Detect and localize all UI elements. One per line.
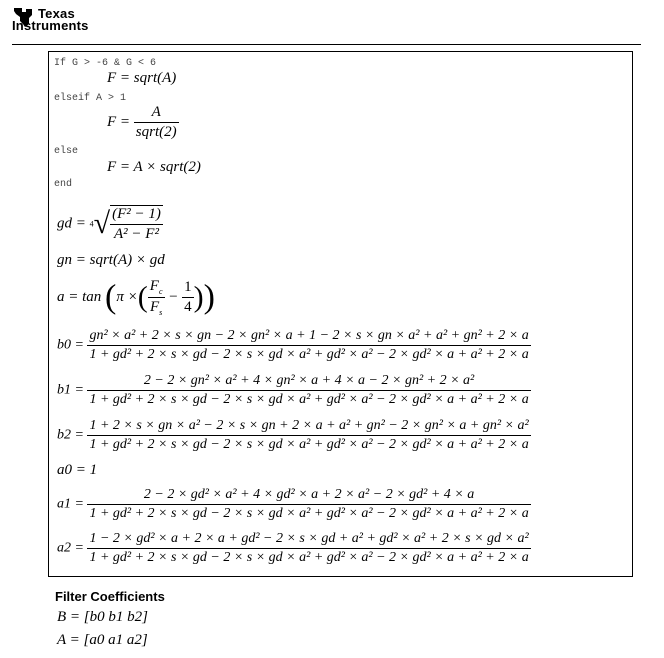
eq-b1-lhs: b1 = [57, 382, 84, 398]
brand-name [12, 6, 89, 33]
eq-gn: gn = sqrt(A) × gd [57, 252, 165, 268]
eq-a-vector: A = [a0 a1 a2] [57, 632, 148, 648]
eq-b0-num: gn² × a² + 2 × s × gn − 2 × gn² × a + 1 − 2 × s × gn × a² + a² + gn² + 2 × a [87, 328, 530, 346]
eq-a1-den: 1 + gd² + 2 × s × gd − 2 × s × gd × a² + gd² × a² − 2 × gd² × a + a² + 2 × a [89, 506, 529, 521]
eq-b2 [57, 418, 531, 453]
eq-a2-lhs: a2 = [57, 540, 84, 556]
eq-a-lhs: a = tan [57, 288, 102, 305]
eq-a0: a0 = 1 [57, 462, 98, 478]
eq-a: a = tan (π ×( $\frac{F_c}{F_s}$ − $\frac{1}{4}$ )) [57, 278, 215, 317]
eq-gd-den: A² − F² [114, 226, 159, 242]
eq-b1-den: 1 + gd² + 2 × s × gd − 2 × s × gd × a² + gd² × a² − 2 × gd² × a + a² + 2 × a [89, 392, 529, 407]
eq-b0-den: 1 + gd² + 2 × s × gd − 2 × s × gd × a² + gd² × a² − 2 × gd² × a + a² + 2 × a [89, 347, 529, 362]
brand-line2: Instruments [12, 18, 89, 33]
eq-a1-num: 2 − 2 × gd² × a² + 4 × gd² × a + 2 × a² − 2 × gd² + 4 × a [87, 487, 530, 505]
eq-b2-den: 1 + gd² + 2 × s × gd − 2 × s × gd × a² + gd² × a² − 2 × gd² × a + a² + 2 × a [89, 437, 529, 452]
header-rule [12, 44, 641, 45]
code-else: else [54, 146, 79, 157]
eq-b0 [57, 328, 531, 363]
eq-b-vector: B = [b0 b1 b2] [57, 609, 148, 625]
eq-b2-lhs: b2 = [57, 427, 84, 443]
eq-a1 [57, 487, 531, 522]
eq-f-div-lhs: F = [107, 113, 131, 130]
eq-f-mult: F = A × sqrt(2) [107, 159, 201, 175]
eq-a2-num: 1 − 2 × gd² × a + 2 × a + gd² − 2 × s × gd + a² + gd² × a² + 2 × s × gd × a² [87, 531, 530, 549]
eq-b1-num: 2 − 2 × gn² × a² + 4 × gn² × a + 4 × a − 2 × gn² + 2 × a² [87, 373, 530, 391]
code-if: If G > -6 & G < 6 [54, 58, 157, 69]
code-elseif: elseif A > 1 [54, 93, 127, 104]
eq-f-sqrt-a: F = sqrt(A) [107, 70, 177, 86]
eq-gd: gd = 4√ $\frac{\text{(F² − 1)}}{\text{A² − F²}}$ [57, 206, 161, 242]
eq-f-div-den: sqrt(2) [135, 124, 177, 140]
eq-b1 [57, 373, 531, 408]
eq-a2-den: 1 + gd² + 2 × s × gd − 2 × s × gd × a² + gd² × a² − 2 × gd² × a + a² + 2 × a [89, 550, 529, 565]
eq-f-div-num: A [134, 104, 179, 123]
eq-f-div [107, 104, 179, 141]
eq-b2-num: 1 + 2 × s × gn × a² − 2 × s × gn + 2 × a + a² + gn² − 2 × gn² × a + gn² × a² [87, 418, 530, 436]
eq-a1-lhs: a1 = [57, 496, 84, 512]
code-end: end [54, 179, 73, 190]
brand-line1: Texas [38, 6, 75, 21]
eq-a2 [57, 531, 531, 566]
eq-b0-lhs: b0 = [57, 337, 84, 353]
filter-coefficients-heading: Filter Coefficients [55, 589, 165, 604]
eq-gd-lhs: gd = [57, 215, 86, 232]
eq-gd-num: (F² − 1) [110, 206, 163, 225]
